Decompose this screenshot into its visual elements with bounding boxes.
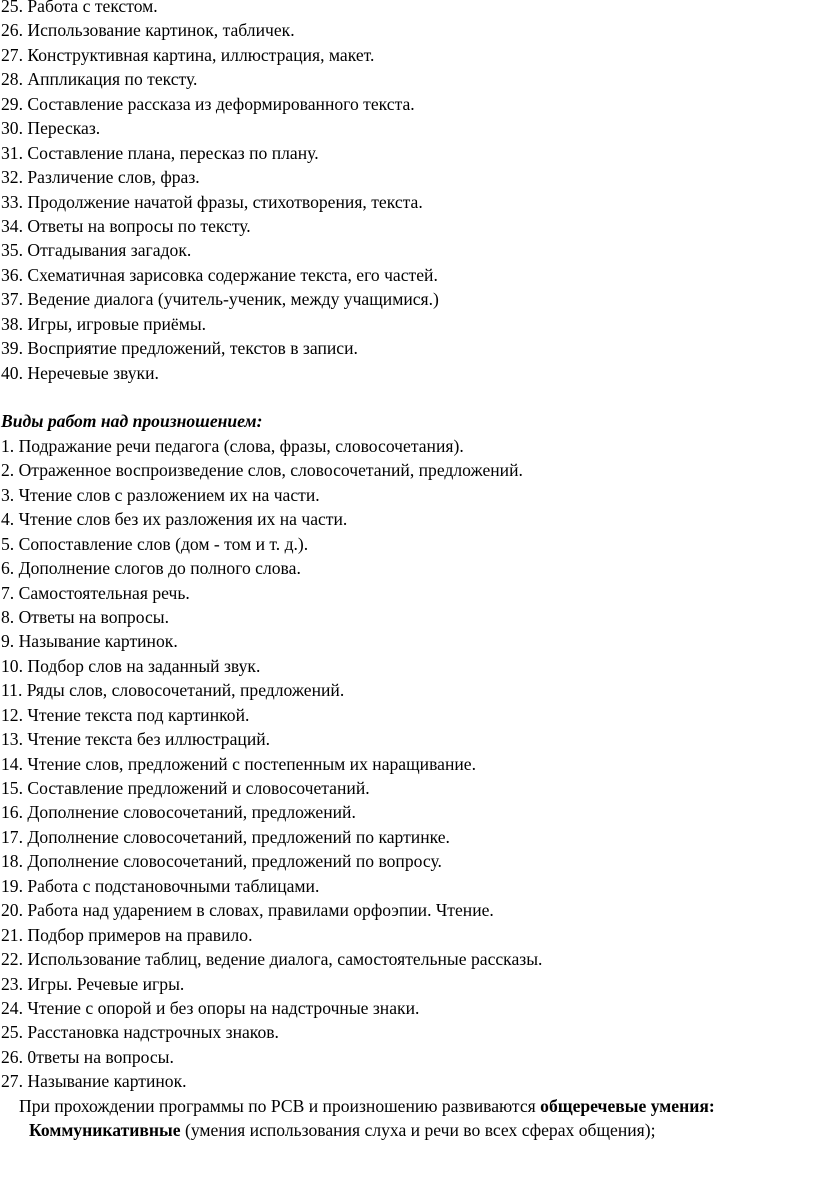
list-item: 8. Ответы на вопросы. — [1, 606, 169, 627]
list-item: 19. Работа с подстановочными таблицами. — [1, 875, 320, 896]
list-item: 39. Восприятие предложений, текстов в записи. — [1, 338, 358, 359]
list-item: 35. Отгадывания загадок. — [1, 240, 192, 261]
list-item: 14. Чтение слов, предложений с постепенным их наращивание. — [1, 753, 477, 774]
list-item: 12. Чтение текста под картинкой. — [1, 704, 250, 725]
list-item: 34. Ответы на вопросы по тексту. — [1, 215, 251, 236]
list-item: 20. Работа над ударением в словах, правилами орфоэпии. Чтение. — [1, 900, 494, 921]
closing-paragraph-text: При прохождении программы по РСВ и произношению развиваются — [19, 1095, 541, 1116]
list-item: 36. Схематичная зарисовка содержание текста, его частей. — [1, 264, 438, 285]
list-item: 18. Дополнение словосочетаний, предложений по вопросу. — [1, 851, 442, 872]
list-item: 1. Подражание речи педагога (слова, фразы, словосочетания). — [1, 435, 464, 456]
list-item: 2. Отраженное воспроизведение слов, словосочетаний, предложений. — [1, 460, 523, 481]
list-item: 23. Игры. Речевые игры. — [1, 973, 185, 994]
communicative-bold: Коммуникативные — [29, 1120, 181, 1141]
list-item: 27. Конструктивная картина, иллюстрация, макет. — [1, 44, 375, 65]
list-item: 37. Ведение диалога (учитель-ученик, между учащимися.) — [1, 289, 439, 310]
list-item: 24. Чтение с опорой и без опоры на надстрочные знаки. — [1, 997, 420, 1018]
list-item: 21. Подбор примеров на правило. — [1, 924, 253, 945]
list-item: 26. Использование картинок, табличек. — [1, 20, 295, 41]
list-item: 30. Пересказ. — [1, 118, 101, 139]
list-item: 16. Дополнение словосочетаний, предложений. — [1, 802, 356, 823]
blank-line — [0, 385, 816, 409]
list-item: 31. Составление плана, пересказ по плану. — [1, 142, 319, 163]
pronunciation-work-list — [0, 434, 816, 1094]
list-item: 32. Различение слов, фраз. — [1, 167, 200, 188]
list-item: 10. Подбор слов на заданный звук. — [1, 655, 261, 676]
work-types-list-continued — [0, 0, 816, 385]
list-item: 28. Аппликация по тексту. — [1, 69, 198, 90]
closing-paragraph-bold: общеречевые умения: — [540, 1095, 715, 1116]
list-item: 33. Продолжение начатой фразы, стихотворения, текста. — [1, 191, 423, 212]
list-item: 25. Работа с текстом. — [1, 0, 158, 16]
list-item: 22. Использование таблиц, ведение диалога, самостоятельные рассказы. — [1, 949, 543, 970]
list-item: 5. Сопоставление слов (дом - том и т. д.). — [1, 533, 309, 554]
list-item: 9. Называние картинок. — [1, 631, 178, 652]
communicative-line — [0, 1118, 816, 1142]
list-item: 38. Игры, игровые приёмы. — [1, 313, 207, 334]
list-item: 40. Неречевые звуки. — [1, 362, 159, 383]
list-item: 3. Чтение слов с разложением их на части. — [1, 484, 320, 505]
list-item: 26. 0тветы на вопросы. — [1, 1046, 174, 1067]
closing-paragraph — [0, 1094, 813, 1118]
section-heading: Виды работ над произношением: — [1, 411, 263, 432]
list-item: 13. Чтение текста без иллюстраций. — [1, 729, 271, 750]
communicative-text: (умения использования слуха и речи во всех сферах общения); — [180, 1120, 656, 1141]
list-item: 4. Чтение слов без их разложения их на части. — [1, 509, 348, 530]
list-item: 6. Дополнение слогов до полного слова. — [1, 558, 301, 579]
list-item: 17. Дополнение словосочетаний, предложений по картинке. — [1, 826, 450, 847]
list-item: 7. Самостоятельная речь. — [1, 582, 190, 603]
list-item: 11. Ряды слов, словосочетаний, предложений. — [1, 680, 345, 701]
list-item: 27. Называние картинок. — [1, 1071, 187, 1092]
list-item: 15. Составление предложений и словосочетаний. — [1, 778, 370, 798]
list-item: 25. Расстановка надстрочных знаков. — [1, 1022, 279, 1043]
list-item: 29. Составление рассказа из деформированного текста. — [1, 93, 415, 114]
